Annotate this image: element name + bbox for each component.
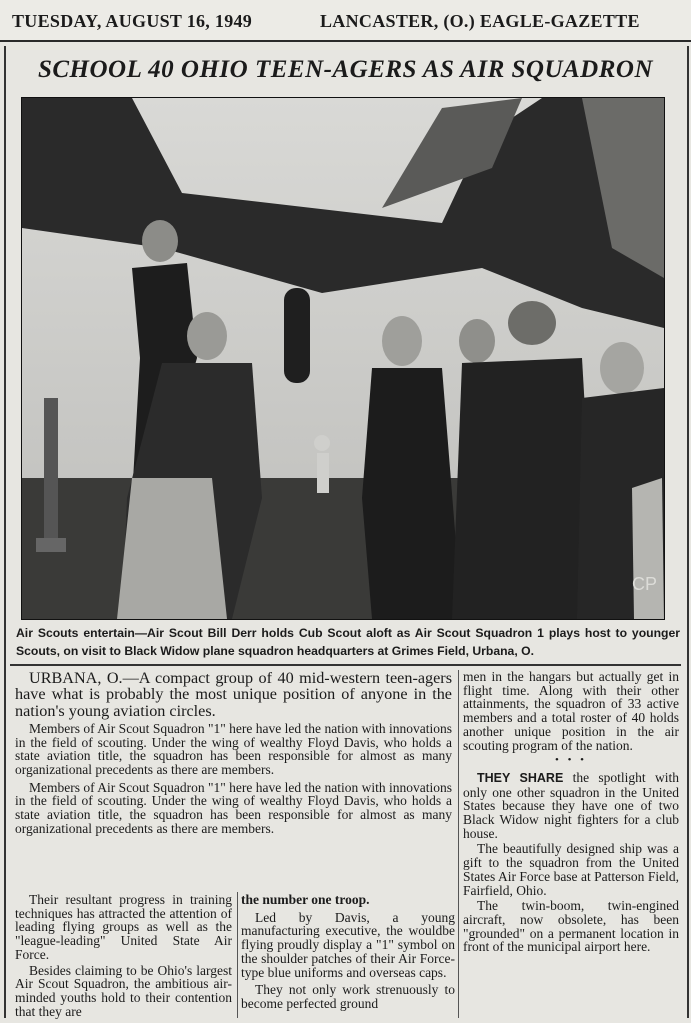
runin-label: THEY SHARE: [477, 770, 564, 785]
column-divider-ab: [237, 892, 238, 1018]
runin-text: the spotlight with only one other squadron in the United States because they have one of two Black Widow night fighters for a club house.: [463, 769, 680, 841]
photo-credit: CP: [632, 574, 658, 594]
photo-caption: Air Scouts entertain—Air Scout Bill Derr holds Cub Scout aloft as Air Scout Squadron 1 plays host to younger Scouts, on visit to Black Widow plane squadron headquarters at Grimes Field, Urbana, O.: [16, 626, 680, 658]
column-a-paragraph-1: Their resultant progress in training techniques has attracted the attention of leading flying groups as well as the "league-leading" United State Air Force.: [15, 892, 232, 962]
column-c-paragraph-3: The twin-boom, twin-engined aircraft, now obsolete, has been "grounded" on a permanent location in front of the municipal airport here.: [463, 898, 679, 955]
masthead: [0, 0, 691, 42]
column-a-paragraph-2: Besides claiming to be Ohio's largest Air Scout Squadron, the ambitious air-minded youths hold to their contention that they are: [15, 962, 232, 1019]
section-separator: • • •: [554, 754, 588, 767]
column-b-continuation: the number one troop.: [241, 892, 370, 907]
column-b-paragraph-1: Led by Davis, a young manufacturing executive, the wouldbe flying proudly display a "1" symbol on the shoulder patches of their Air Force-type blue uniforms and overseas caps.: [241, 909, 455, 980]
body-column-b: [241, 893, 455, 1011]
article-headline: SCHOOL 40 OHIO TEEN-AGERS AS AIR SQUADRON: [37, 56, 654, 83]
masthead-paper-name: LANCASTER, (O.) EAGLE-GAZETTE: [320, 11, 640, 31]
body-paragraph-2: Members of Air Scout Squadron "1" here have led the nation with innovations in the field of scouting. Under the wing of wealthy Floyd Davis, who holds a state aviation title, the squadron has been responsible for almost as many organizational precedents as there are members.: [15, 779, 452, 836]
column-c-continuation: men in the hangars but actually get in flight time. Along with their other attainments, the squadron of 33 active members and a total roster of 40 holds another unique position in the air scouting program of the nation.: [463, 669, 679, 753]
body-column-c: [463, 670, 679, 954]
body-paragraph-1: Members of Air Scout Squadron "1" here have led the nation with innovations in the field of scouting. Under the wing of wealthy Floyd Davis, who holds a state aviation title, the squadron has been responsible for almost as many organizational precedents as there are members.: [15, 720, 452, 777]
article-photo: [21, 97, 665, 620]
caption-rule: [10, 664, 681, 666]
body-column-a: [15, 893, 232, 1018]
masthead-date: TUESDAY, AUGUST 16, 1949: [12, 11, 253, 31]
column-c-runin-paragraph: [463, 771, 679, 841]
column-divider-c: [458, 670, 459, 1018]
column-b-paragraph-2: They not only work strenuously to become perfected ground: [241, 982, 455, 1011]
lead-paragraph: URBANA, O.—A compact group of 40 mid-western teen-agers have what is probably the most unique position of anyone in the nation's young aviation circles.: [15, 669, 452, 720]
column-c-paragraph-2: The beautifully designed ship was a gift to the squadron from the United States Air Force base at Patterson Field, Fairfield, Ohio.: [463, 841, 679, 898]
photo-illustration: [22, 98, 664, 619]
body-wide-block: [15, 670, 452, 836]
